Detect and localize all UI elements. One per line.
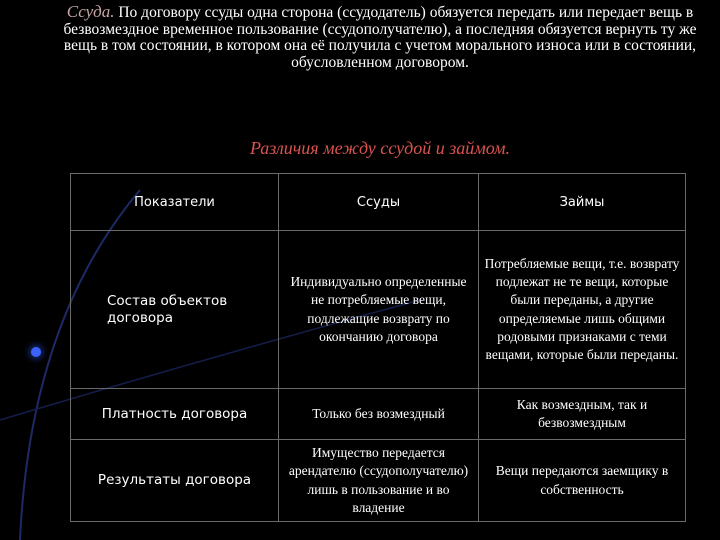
cell-credit: Как возмездным, так и безвозмездным <box>479 389 686 440</box>
comparison-table <box>70 173 686 522</box>
intro-paragraph <box>60 4 700 71</box>
section-subtitle: Различия между ссудой и займом. <box>249 138 511 158</box>
header-credits: Займы <box>479 174 686 231</box>
cell-credit: Потребляемые вещи, т.е. возврату подлежат не те вещи, которые были переданы, а другие определяемые лишь общими родовыми признаками с теми вещами, которые были переданы. <box>479 231 686 389</box>
header-indicators: Показатели <box>71 174 279 231</box>
cell-credit: Вещи передаются заемщику в собственность <box>479 440 686 522</box>
intro-text: По договору ссуды одна сторона (ссудодатель) обязуется передать или передает вещь в безвозмездное временное пользование (ссудополучателю), а последняя обязуется вернуть ту же вещь в том состоянии, в котором она её получила с учетом морального износа или в состоянии, обусловленном договором. <box>63 4 697 71</box>
header-loans-for-use: Ссуды <box>279 174 479 231</box>
row-label: Состав объектов договора <box>71 231 279 389</box>
intro-term: Ссуда. <box>66 2 115 21</box>
table-row <box>71 389 686 440</box>
cell-loan: Только без возмездный <box>279 389 479 440</box>
row-label: Результаты договора <box>71 440 279 522</box>
row-label: Платность договора <box>71 389 279 440</box>
cell-loan: Имущество передается арендателю (ссудополучателю) лишь в пользование и во владение <box>279 440 479 522</box>
table-row <box>71 231 686 389</box>
table-header-row <box>71 174 686 231</box>
cell-loan: Индивидуально определенные не потребляемые вещи, подлежащие возврату по окончанию договора <box>279 231 479 389</box>
table-row <box>71 440 686 522</box>
orb-decoration <box>22 338 50 366</box>
